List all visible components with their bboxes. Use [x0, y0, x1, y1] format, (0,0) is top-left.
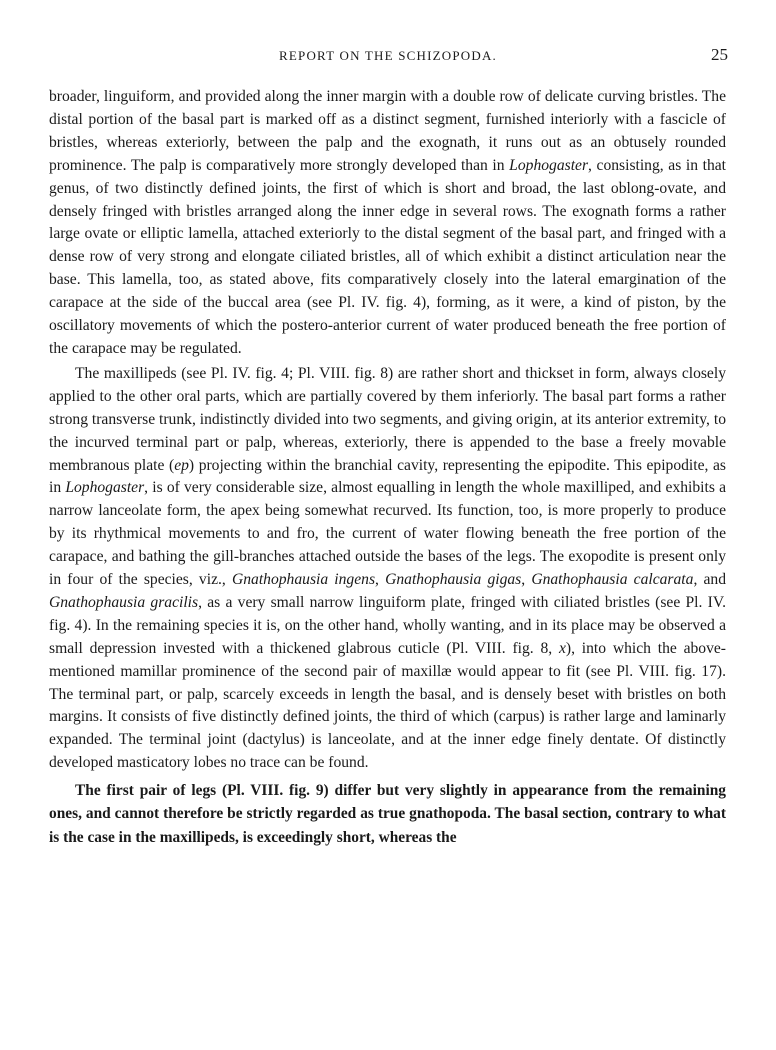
page-number: 25 — [711, 45, 728, 64]
species-name: Gnathophausia gracilis — [49, 593, 199, 611]
text-run: The maxillipeds (see Pl. IV. fig. 4; Pl. VIII. fig. 8) are rather short and thickset in form, always closely applied to the other oral parts, which are partially covered by them inferiorly. The basal part forms a rather strong transverse trunk, indistinctly divided into two segments, and giving origin, at its anterior extremity, to the incurved terminal part or palp, whereas, exteriorly, there is appended to the base a freely movable membranous plate ( — [49, 364, 726, 474]
text-run: ), into which the above-mentioned mamillar prominence of the second pair of maxillæ would appear to fit (see Pl. VIII. fig. 17). The terminal part, or palp, scarcely exceeds in length the basal, and is densely beset with bristles on both margins. It consists of five distinctly defined joints, the third of which (carpus) is rather large and laminarly expanded. The terminal joint (dactylus) is lanceolate, and at the inner edge finely dentate. Of distinctly developed masticatory lobes no trace can be found. — [49, 639, 727, 772]
species-name: Gnathophausia ingens — [231, 571, 376, 589]
text-run: broader, linguiform, and provided along the inner margin with a double row of delicate curving bristles. The distal portion of the basal part is marked off as a distinct segment, furnished interiorly with a fascicle of bristles, whereas exteriorly, between the palp and the exognath, it runs out as an obtusely rounded prominence. The palp is comparatively more strongly developed than in — [49, 88, 726, 174]
paragraph-3 — [49, 779, 726, 849]
text-run: , consisting, as in that genus, of two distinctly defined joints, the first of which is short and broad, the last oblong-ovate, and densely fringed with bristles arranged along the inner edge in several rows. The exognath forms a rather large ovate or elliptic lamella, attached exteriorly to the distal segment of the basal part, and fringed with a dense row of very strong and elongate ciliated bristles, all of which exhibit a distinct articulation near the base. This lamella, too, as stated above, fits comparatively closely into the lateral emargination of the carapace at the side of the buccal area (see Pl. IV. fig. 4), forming, as it were, a kind of piston, by the oscillatory movements of which the postero-anterior current of water produced beneath the free portion of the carapace may be regulated. — [49, 156, 726, 357]
paragraph-2 — [49, 363, 726, 775]
page-header — [48, 46, 728, 66]
text-run-italic: ep — [174, 456, 189, 474]
text-run: ) projecting within the branchial cavity, representing the epipodite. This epipodite, as in — [49, 456, 726, 497]
text-run: The first pair of legs (Pl. VIII. fig. 9) differ but very slightly in appearance from the remaining ones, and cannot therefore be strictly regarded as true gnathopoda. The basal section, contrary to what is the case in the maxillipeds, is exceedingly short, whereas the — [49, 782, 726, 846]
text-run-italic: Lophogaster — [509, 156, 589, 174]
text-run: , and — [693, 571, 727, 589]
text-run: , — [375, 571, 386, 589]
text-run: , — [521, 571, 532, 589]
text-run-italic: Lophogaster — [65, 479, 145, 497]
text-run-italic: x — [558, 639, 566, 657]
species-name: Gnathophausia gigas — [385, 571, 522, 589]
species-name: Gnathophausia calcarata — [531, 571, 694, 589]
body-text — [49, 86, 726, 849]
running-title: REPORT ON THE SCHIZOPODA. — [279, 48, 497, 63]
text-run: , is of very considerable size, almost equalling in length the whole maxilliped, and exhibits a narrow lanceolate form, the apex being somewhat recurved. Its function, too, is more properly to produce by its rhythmical movements to and fro, the current of water flowing beneath the free portion of the carapace, and bathing the gill-branches attached outside the bases of the legs. The exopodite is present only in four of the species, viz., — [49, 479, 726, 589]
text-run: , as a very small narrow linguiform plate, fringed with ciliated bristles (see Pl. IV. fig. 4). In the remaining species it is, on the other hand, wholly wanting, and in its place may be observed a small depression invested with a thickened glabrous cuticle (Pl. VIII. fig. 8, — [49, 593, 727, 657]
paragraph-1 — [49, 86, 726, 361]
